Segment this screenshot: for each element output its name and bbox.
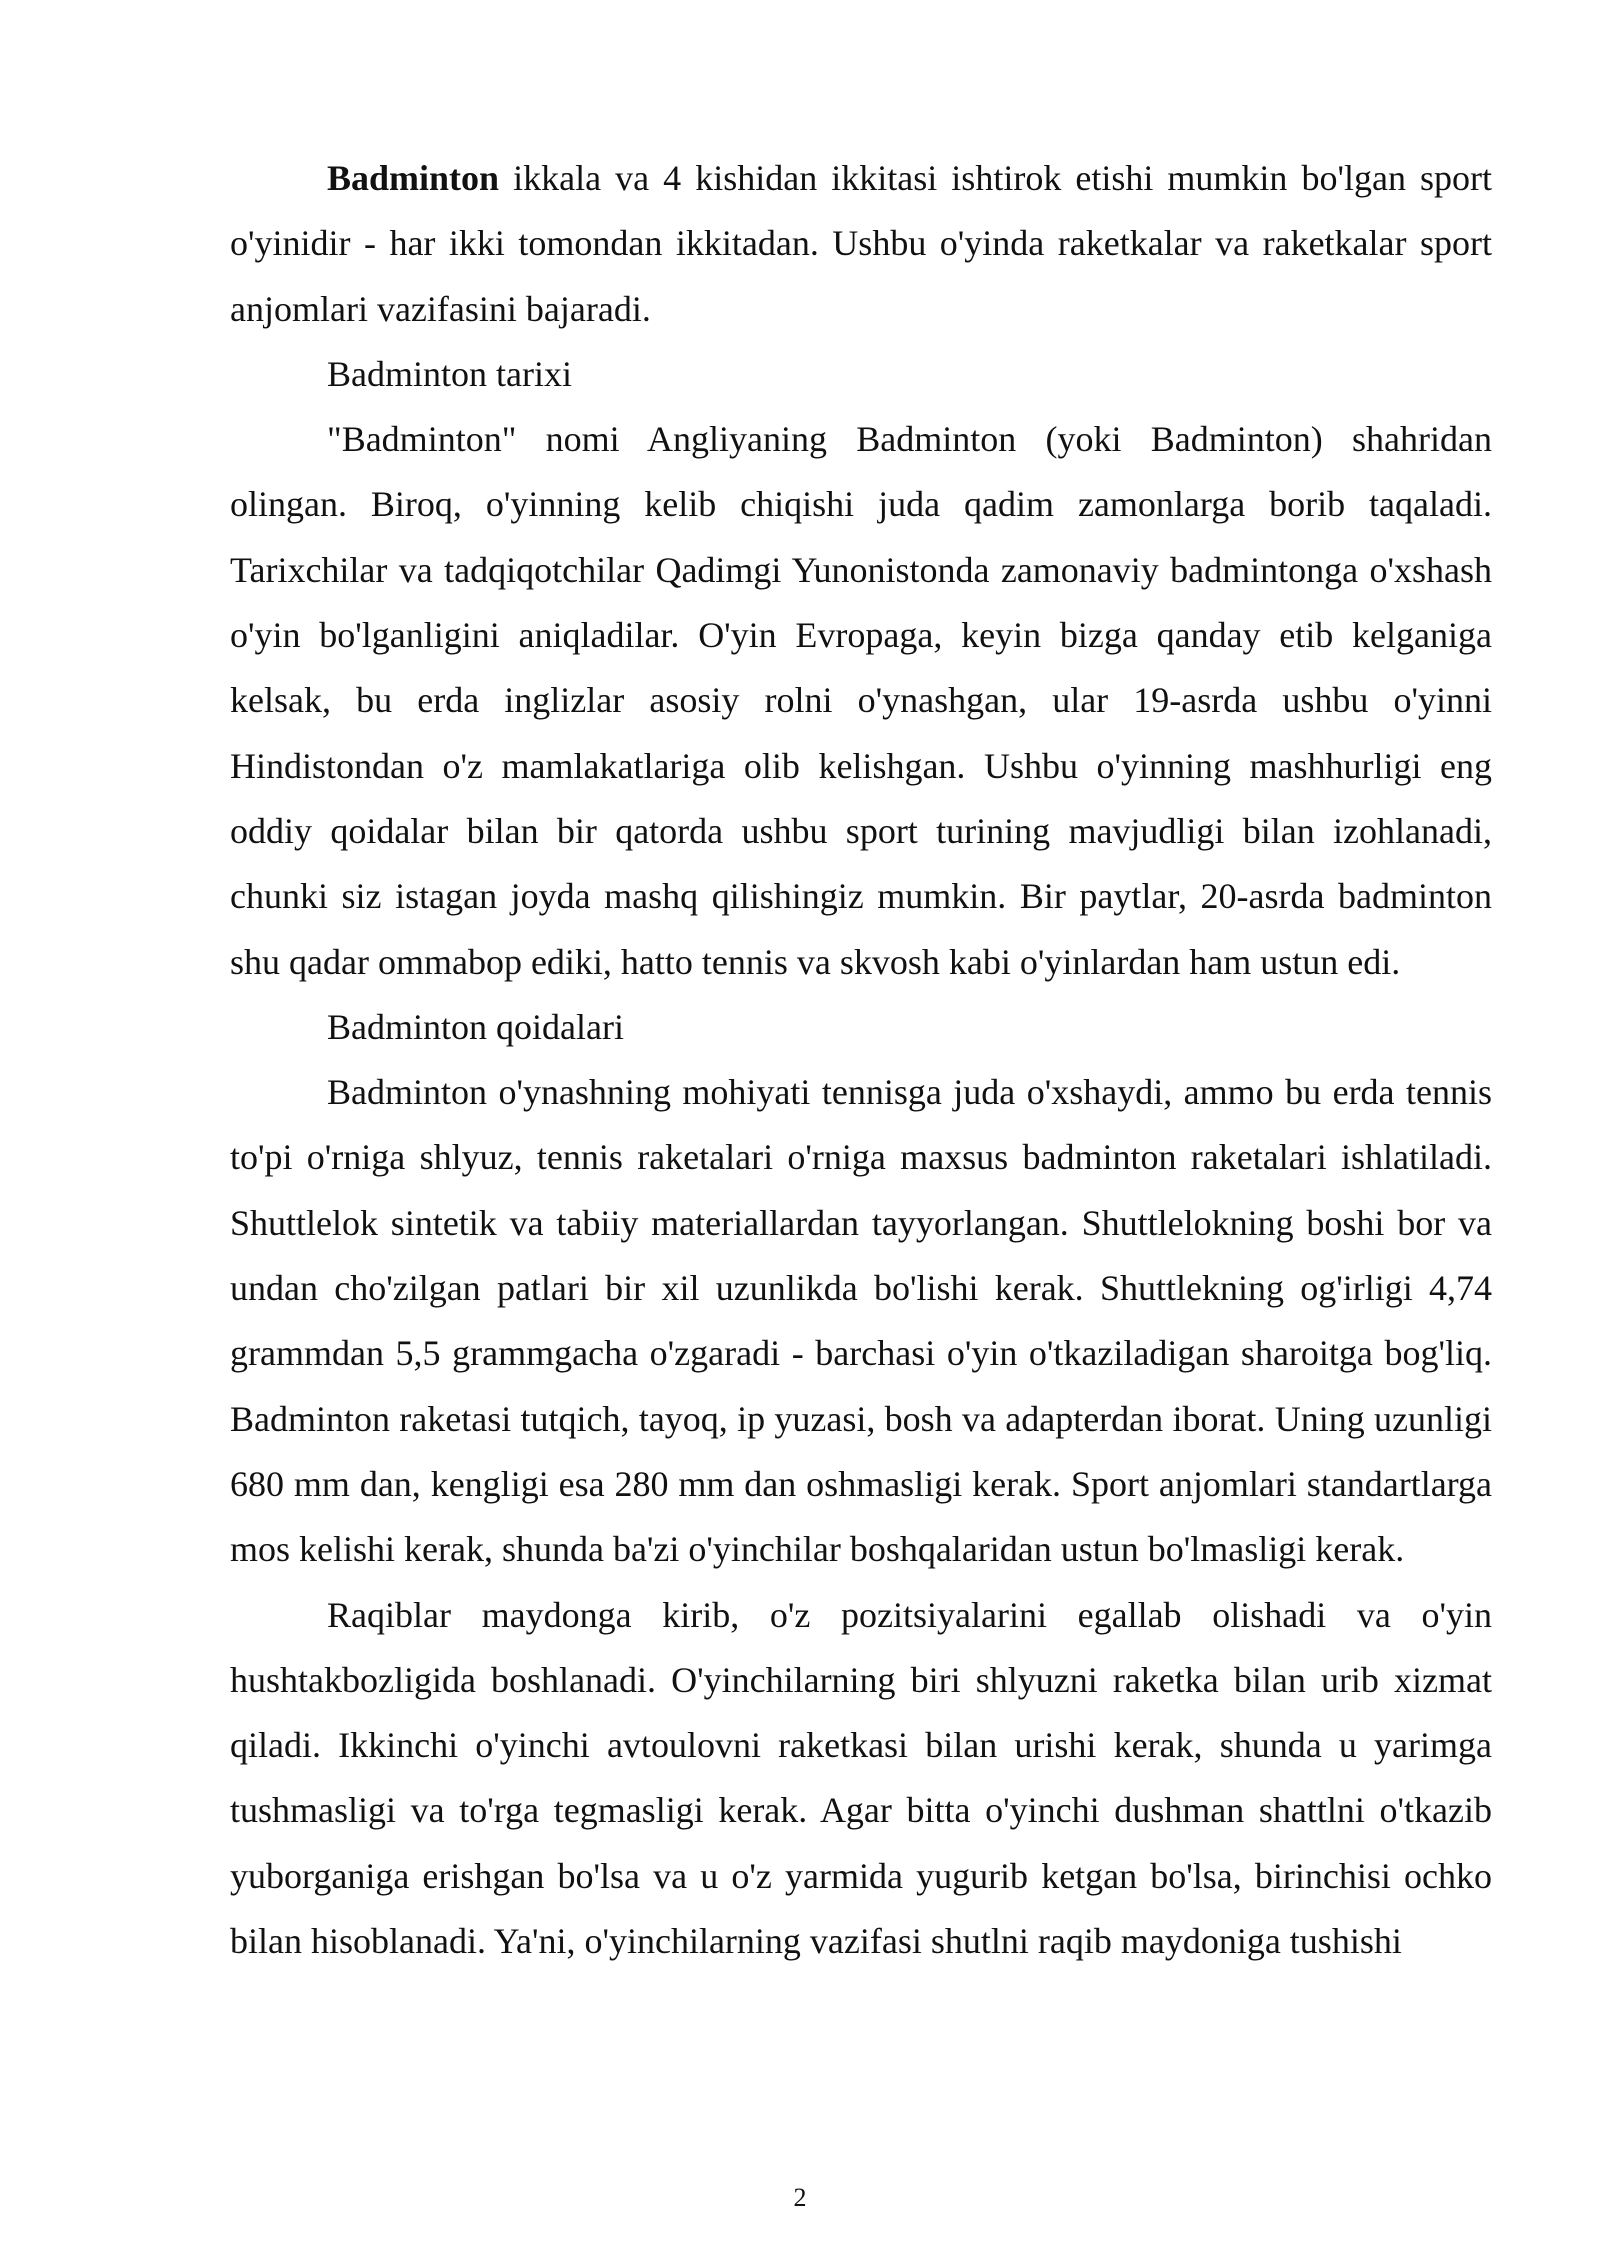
intro-text: ikkala va 4 kishidan ikkitasi ishtirok etishi mumkin bo'lgan sport o'yinidir - har ikki tomondan ikkitadan. Ushbu o'yinda raketkalar va raketkalar sport anjomlari vazifasini bajaradi. (230, 158, 1492, 329)
page-number: 2 (793, 2183, 807, 2212)
intro-bold-term: Badminton (327, 158, 500, 198)
intro-paragraph (230, 146, 1492, 342)
heading-history: Badminton tarixi (327, 353, 572, 394)
heading-rules: Badminton qoidalari (327, 1006, 624, 1047)
page-content (230, 146, 1492, 1974)
history-paragraph: "Badminton" nomi Angliyaning Badminton (yoki Badminton) shahridan olingan. Biroq, o'yinning kelib chiqishi juda qadim zamonlarga borib taqaladi. Tarixchilar va tadqiqotchilar Qadimgi Yunonistonda zamonaviy badmintonga o'xshash o'yin bo'lganligini aniqladilar. O'yin Evropaga, keyin bizga qanday etib kelganiga kelsak, bu erda inglizlar asosiy rolni o'ynashgan, ular 19-asrda ushbu o'yinni Hindistondan o'z mamlakatlariga olib kelishgan. Ushbu o'yinning mashhurligi eng oddiy qoidalar bilan bir qatorda ushbu sport turining mavjudligi bilan izohlanadi, chunki siz istagan joyda mashq qilishingiz mumkin. Bir paytlar, 20-asrda badminton shu qadar ommabop ediki, hatto tennis va skvosh kabi o'yinlardan ham ustun edi. (230, 419, 1492, 982)
rules-paragraph: Badminton o'ynashning mohiyati tennisga juda o'xshaydi, ammo bu erda tennis to'pi o'rniga shlyuz, tennis raketalari o'rniga maxsus badminton raketalari ishlatiladi. Shuttlelok sintetik va tabiiy materiallardan tayyorlangan. Shuttlelokning boshi bor va undan cho'zilgan patlari bir xil uzunlikda bo'lishi kerak. Shuttlekning og'irligi 4,74 grammdan 5,5 grammgacha o'zgaradi - barchasi o'yin o'tkaziladigan sharoitga bog'liq. Badminton raketasi tutqich, tayoq, ip yuzasi, bosh va adapterdan iborat. Uning uzunligi 680 mm dan, kengligi esa 280 mm dan oshmasligi kerak. Sport anjomlari standartlarga mos kelishi kerak, shunda ba'zi o'yinchilar boshqalaridan ustun bo'lmasligi kerak. (230, 1072, 1492, 1570)
game-paragraph: Raqiblar maydonga kirib, o'z pozitsiyalarini egallab olishadi va o'yin hushtakbozligida boshlanadi. O'yinchilarning biri shlyuzni raketka bilan urib xizmat qiladi. Ikkinchi o'yinchi avtoulovni raketkasi bilan urishi kerak, shunda u yarimga tushmasligi va to'rga tegmasligi kerak. Agar bitta o'yinchi dushman shattlni o'tkazib yuborganiga erishgan bo'lsa va u o'z yarmida yugurib ketgan bo'lsa, birinchisi ochko bilan hisoblanadi. Ya'ni, o'yinchilarning vazifasi shutlni raqib maydoniga tushishi (230, 1594, 1492, 1962)
